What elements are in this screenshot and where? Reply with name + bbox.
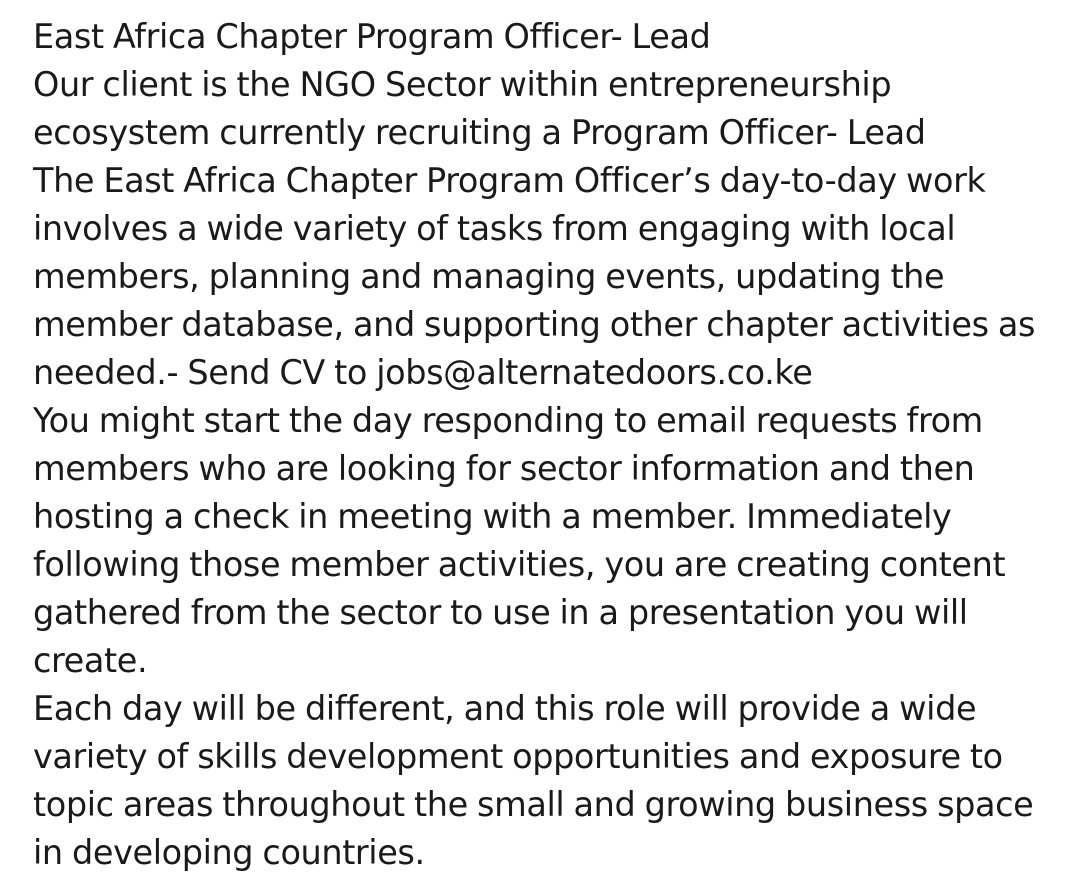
text-line-14: Each day will be different, and this role will provide a wide	[33, 689, 977, 728]
text-line-17: in developing countries.	[33, 833, 425, 872]
text-line-8: You might start the day responding to email requests from	[33, 401, 983, 440]
text-line-3: The East Africa Chapter Program Officer’s day-to-day work	[33, 161, 986, 200]
text-line-9: members who are looking for sector information and then	[33, 449, 975, 488]
text-line-12: gathered from the sector to use in a presentation you will	[33, 593, 968, 632]
text-line-5: members, planning and managing events, updating the	[33, 257, 945, 296]
text-line-1: Our client is the NGO Sector within entrepreneurship	[33, 65, 892, 104]
text-line-16: topic areas throughout the small and growing business space	[33, 785, 1034, 824]
text-line-2: ecosystem currently recruiting a Program Officer- Lead	[33, 113, 926, 152]
text-line-11: following those member activities, you are creating content	[33, 545, 1006, 584]
text-line-15: variety of skills development opportunities and exposure to	[33, 737, 1003, 776]
text-line-4: involves a wide variety of tasks from engaging with local	[33, 209, 956, 248]
job-description-text	[33, 13, 1063, 877]
text-line-10: hosting a check in meeting with a member. Immediately	[33, 497, 952, 536]
job-title: East Africa Chapter Program Officer- Lead	[33, 17, 711, 56]
text-line-6: member database, and supporting other chapter activities as	[33, 305, 1036, 344]
text-line-13: create.	[33, 641, 148, 680]
text-line-7: needed.- Send CV to jobs@alternatedoors.co.ke	[33, 353, 813, 392]
